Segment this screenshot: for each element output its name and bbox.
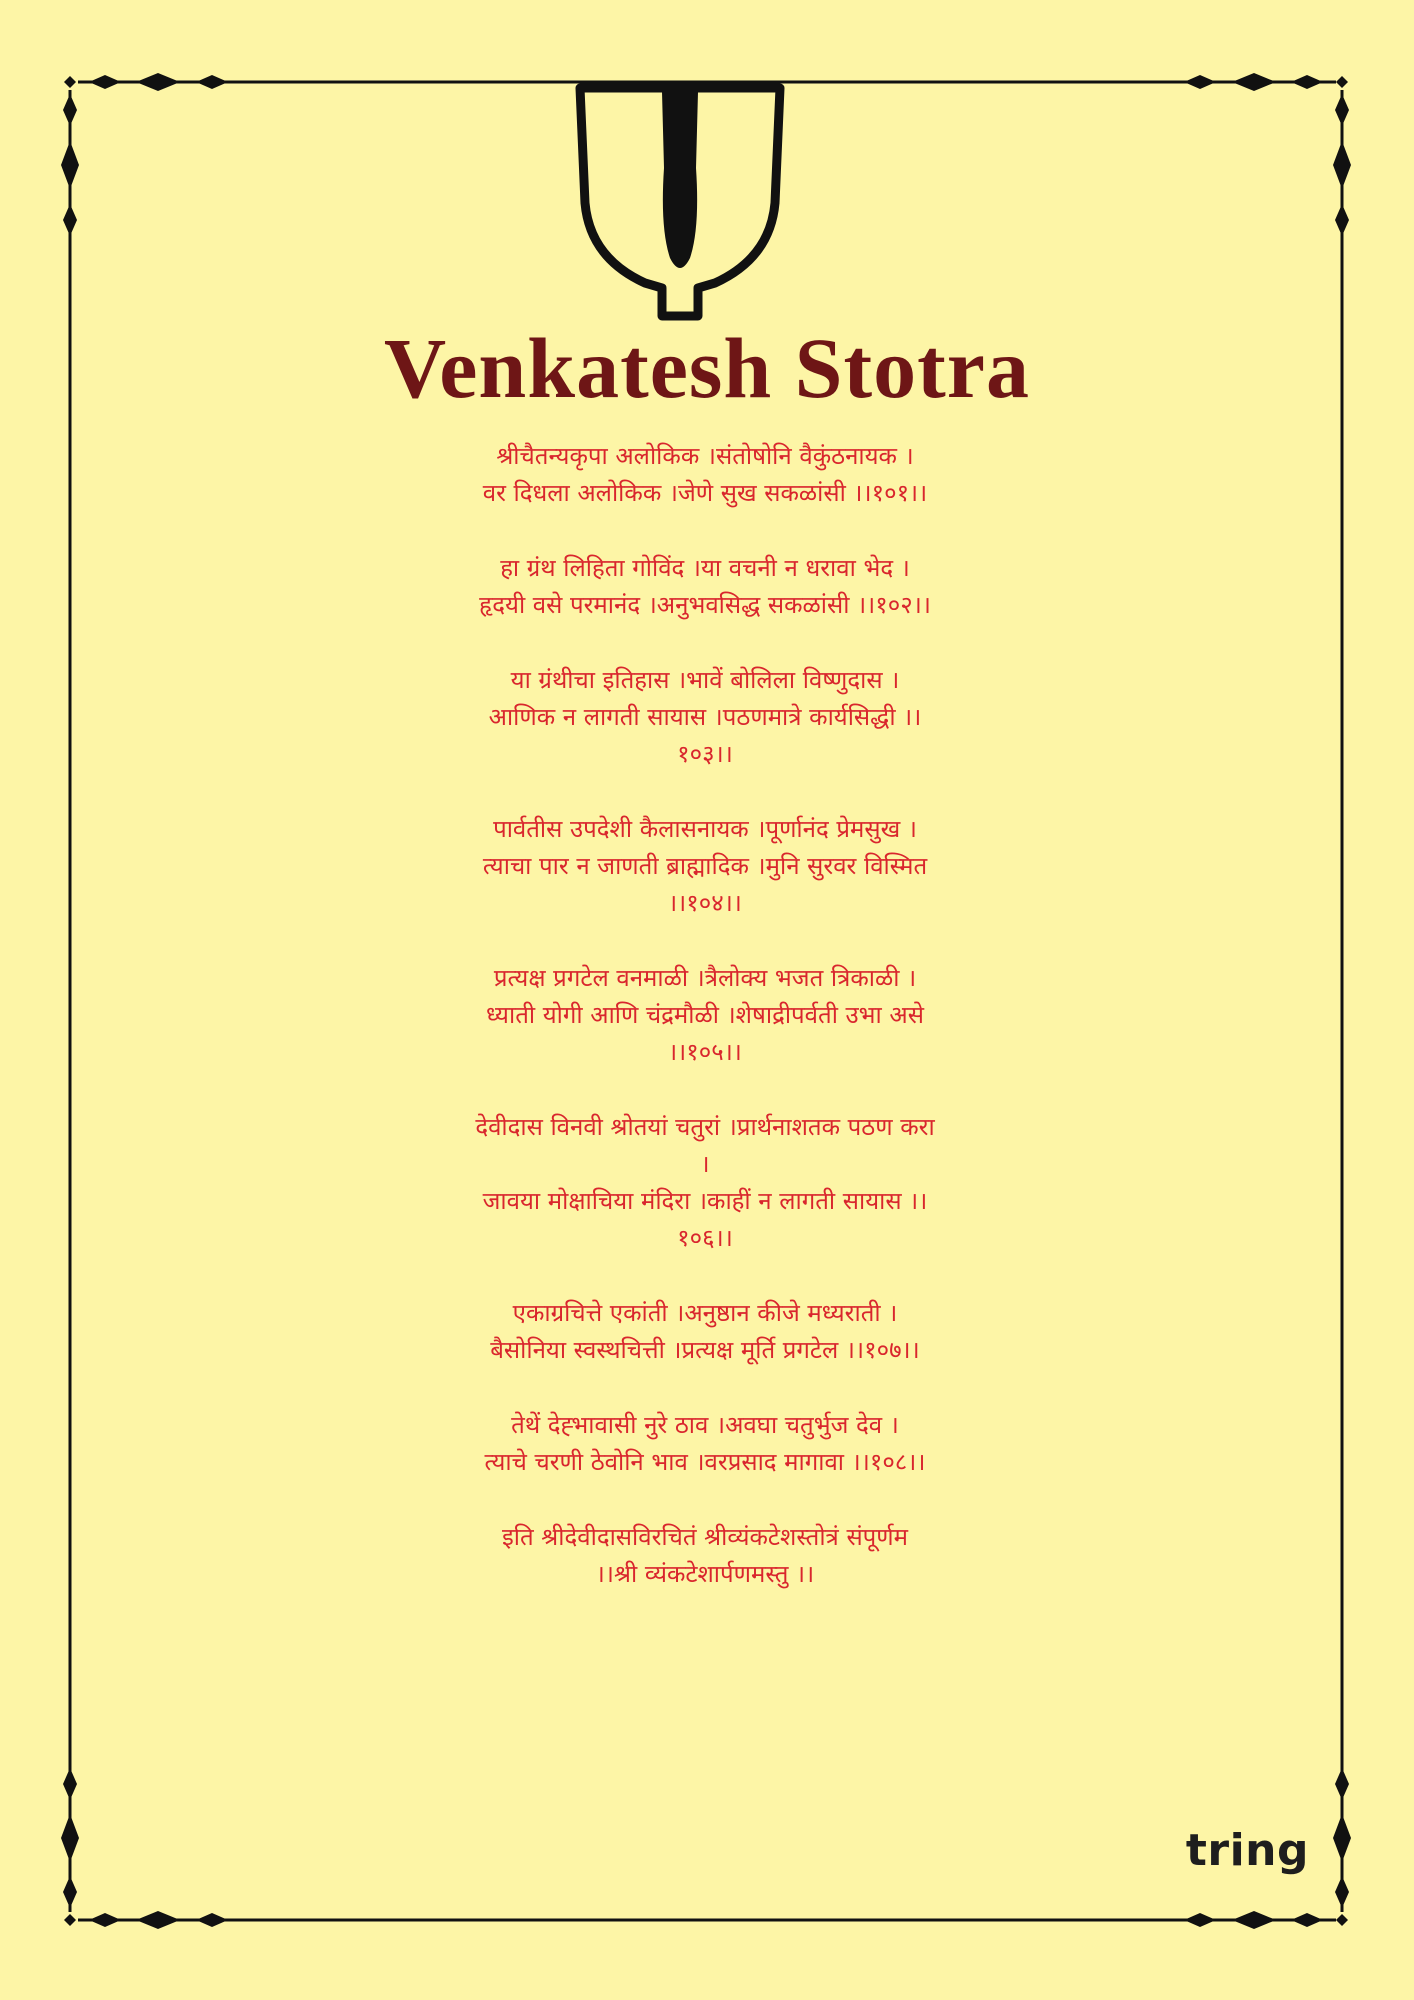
verse-line: बैसोनिया स्वस्थचित्ती ।प्रत्यक्ष मूर्ति प्रगटेल ।।१०७।। bbox=[490, 1336, 920, 1364]
diamond-ornament-icon bbox=[63, 204, 77, 236]
diamond-ornament-icon bbox=[1232, 1911, 1276, 1929]
verse-line: वर दिधला अलोकिक ।जेणे सुख सकळांसी ।।१०१।। bbox=[482, 479, 928, 507]
diamond-ornament-icon bbox=[1335, 94, 1349, 126]
diamond-ornament-icon bbox=[61, 141, 79, 189]
diamond-ornament-icon bbox=[1335, 1768, 1349, 1800]
diamond-ornament-icon bbox=[1333, 1814, 1351, 1862]
verse-line: देवीदास विनवी श्रोतयां चतुरां ।प्रार्थनाशतक पठण करा bbox=[475, 1113, 935, 1141]
verse-line: हृदयी वसे परमानंद ।अनुभवसिद्ध सकळांसी ।।१०२।। bbox=[479, 591, 931, 619]
diamond-ornament-icon bbox=[89, 1913, 121, 1927]
diamond-ornament-icon bbox=[1184, 1913, 1216, 1927]
verse-block bbox=[380, 811, 1030, 922]
diamond-ornament-icon bbox=[63, 1768, 77, 1800]
verse-line: हा ग्रंथ लिहिता गोविंद ।या वचनी न धरावा भेद । bbox=[500, 554, 910, 582]
diamond-ornament-icon bbox=[63, 94, 77, 126]
verse-line: । bbox=[700, 1150, 710, 1178]
verse-line: ।।१०५।। bbox=[668, 1038, 742, 1066]
verse-block bbox=[380, 960, 1030, 1071]
diamond-ornament-icon bbox=[64, 76, 76, 88]
page-title: Venkatesh Stotra bbox=[384, 320, 1030, 416]
diamond-ornament-icon bbox=[1333, 141, 1351, 189]
diamond-ornament-icon bbox=[136, 73, 180, 91]
verse-line: या ग्रंथीचा इतिहास ।भावें बोलिला विष्णुदास । bbox=[510, 666, 900, 694]
verse-line: आणिक न लागती सायास ।पठणमात्रे कार्यसिद्धी ।। bbox=[488, 703, 922, 731]
verse-line: प्रत्यक्ष प्रगटेल वनमाळी ।त्रैलोक्य भजत त्रिकाळी । bbox=[493, 964, 917, 992]
verse-block bbox=[380, 1295, 1030, 1369]
verse-line: पार्वतीस उपदेशी कैलासनायक ।पूर्णानंद प्रेमसुख । bbox=[493, 815, 917, 843]
tilak-namam-emblem-icon bbox=[570, 78, 790, 330]
diamond-ornament-icon bbox=[196, 75, 228, 89]
verse-line: एकाग्रचित्ते एकांती ।अनुष्ठान कीजे मध्यराती । bbox=[512, 1299, 898, 1327]
diamond-ornament-icon bbox=[1291, 75, 1323, 89]
diamond-ornament-icon bbox=[1336, 76, 1348, 88]
verse-line: श्रीचैतन्यकृपा अलोकिक ।संतोषोनि वैकुंठनायक । bbox=[496, 442, 914, 470]
diamond-ornament-icon bbox=[64, 1914, 76, 1926]
verse-line: जावया मोक्षाचिया मंदिरा ।काहीं न लागती सायास ।। bbox=[482, 1187, 928, 1215]
verse-block bbox=[380, 550, 1030, 624]
verse-line: त्याचा पार न जाणती ब्राह्मादिक ।मुनि सुरवर विस्मित bbox=[482, 852, 928, 880]
diamond-ornament-icon bbox=[196, 1913, 228, 1927]
verse-line: १०६।। bbox=[677, 1224, 733, 1252]
diamond-ornament-icon bbox=[63, 1876, 77, 1908]
diamond-ornament-icon bbox=[136, 1911, 180, 1929]
diamond-ornament-icon bbox=[1335, 204, 1349, 236]
verse-block bbox=[380, 662, 1030, 773]
verse-line: तेथें देह्भावासी नुरे ठाव ।अवघा चतुर्भुज देव । bbox=[511, 1411, 899, 1439]
verse-line: १०३।। bbox=[677, 740, 733, 768]
diamond-ornament-icon bbox=[61, 1814, 79, 1862]
verse-line: त्याचे चरणी ठेवोनि भाव ।वरप्रसाद मागावा ।।१०८।। bbox=[484, 1448, 926, 1476]
diamond-ornament-icon bbox=[1335, 1876, 1349, 1908]
verse-line: ।।श्री व्यंकटेशार्पणमस्तु ।। bbox=[595, 1560, 815, 1588]
diamond-ornament-icon bbox=[1232, 73, 1276, 91]
verse-block bbox=[380, 1519, 1030, 1593]
diamond-ornament-icon bbox=[89, 75, 121, 89]
verse-line: ।।१०४।। bbox=[668, 889, 742, 917]
verse-block bbox=[380, 1109, 1030, 1257]
verse-block bbox=[380, 438, 1030, 512]
stotra-verses bbox=[380, 438, 1030, 1631]
verse-line: ध्याती योगी आणि चंद्रमौळी ।शेषाद्रीपर्वती उभा असे bbox=[486, 1001, 924, 1029]
verse-line: इति श्रीदेवीदासविरचितं श्रीव्यंकटेशस्तोत्रं संपूर्णम bbox=[502, 1523, 908, 1551]
diamond-ornament-icon bbox=[1184, 75, 1216, 89]
diamond-ornament-icon bbox=[1336, 1914, 1348, 1926]
diamond-ornament-icon bbox=[1291, 1913, 1323, 1927]
verse-block bbox=[380, 1407, 1030, 1481]
brand-logo: tring bbox=[1185, 1825, 1309, 1876]
